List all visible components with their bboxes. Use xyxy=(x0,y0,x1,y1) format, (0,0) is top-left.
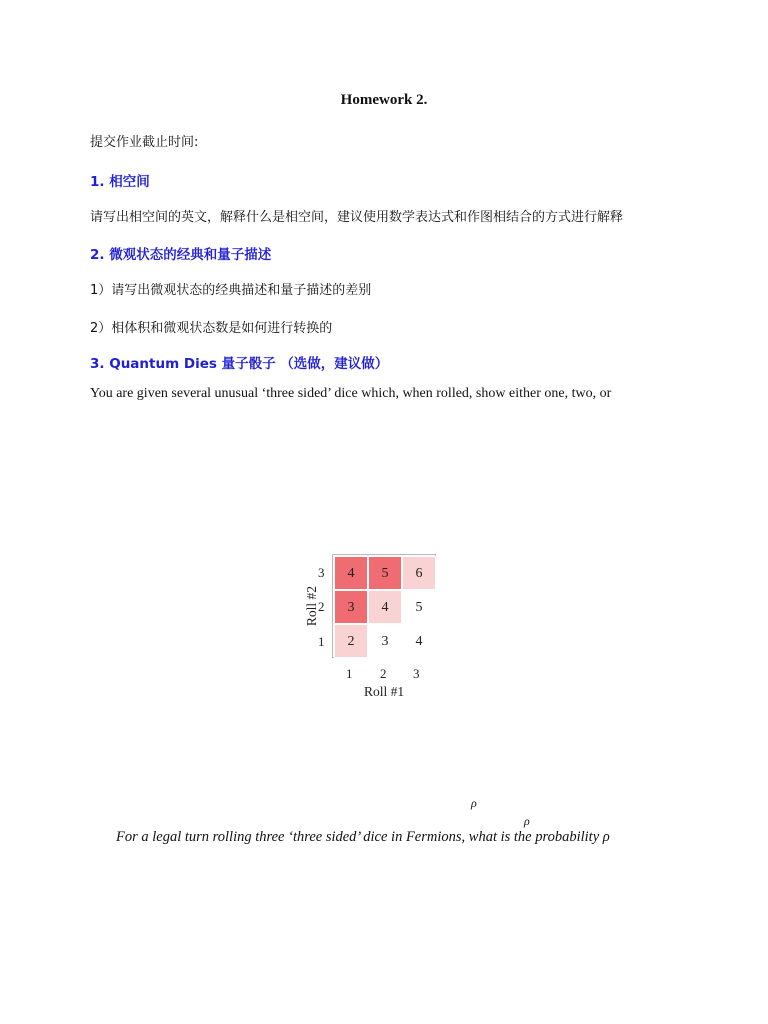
section-3-heading: 3. Quantum Dies 量子骰子 （选做，建议做） xyxy=(90,356,389,372)
grid-cell: 4 xyxy=(402,624,436,658)
deadline-label: 提交作业截止时间: xyxy=(90,135,199,150)
grid-cell: 3 xyxy=(368,624,402,658)
x-tick-3: 3 xyxy=(413,666,420,681)
dice-sum-figure xyxy=(296,548,472,698)
y-tick-3: 3 xyxy=(318,565,325,580)
section-3-intro: You are given several unusual ‘three sided’ dice which, when rolled, show either one, two, or xyxy=(90,386,612,401)
grid-cell: 5 xyxy=(368,556,402,590)
document-title: Homework 2. xyxy=(340,92,428,108)
x-axis-label: Roll #1 xyxy=(364,684,405,699)
section-2-item-1: 1）请写出微观状态的经典描述和量子描述的差别 xyxy=(90,283,372,298)
rho-symbol: ρ xyxy=(471,796,477,810)
grid-cell: 3 xyxy=(334,590,368,624)
section-1-heading: 1. 相空间 xyxy=(90,174,150,190)
section-2-item-2: 2）相体积和微观状态数是如何进行转换的 xyxy=(90,321,333,336)
dice-grid xyxy=(332,554,436,658)
grid-cell: 6 xyxy=(402,556,436,590)
rho-symbol: ρ xyxy=(524,814,530,828)
y-tick-2: 2 xyxy=(318,599,325,614)
grid-cell: 4 xyxy=(334,556,368,590)
section-2-heading: 2. 微观状态的经典和量子描述 xyxy=(90,247,272,263)
grid-cell: 5 xyxy=(402,590,436,624)
x-tick-1: 1 xyxy=(346,666,353,681)
section-3-question: For a legal turn rolling three ‘three sided’ dice in Fermions, what is the probability ρ xyxy=(116,829,610,845)
section-1-text: 请写出相空间的英文，解释什么是相空间，建议使用数学表达式和作图相结合的方式进行解释 xyxy=(90,210,624,225)
y-tick-1: 1 xyxy=(318,634,325,649)
x-tick-2: 2 xyxy=(380,666,387,681)
grid-cell: 4 xyxy=(368,590,402,624)
grid-cell: 2 xyxy=(334,624,368,658)
y-axis-label: Roll #2 xyxy=(304,585,319,627)
